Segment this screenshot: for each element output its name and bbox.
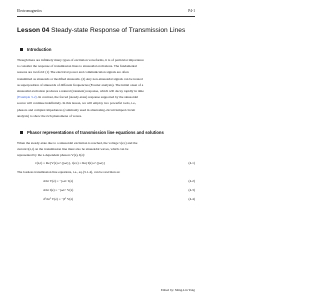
equation-4-4	[17, 197, 195, 203]
equation-4-1	[17, 161, 195, 167]
equation-number: (4.1)	[188, 161, 195, 165]
equation-expression: v(z,t) = Re{V(z) e^{jωt}}, i(z,t) = Re{I(z) e^{jωt}}	[35, 161, 106, 165]
intro-paragraph	[17, 57, 195, 119]
section-heading-introduction	[20, 47, 51, 52]
phasor-paragraph	[17, 140, 195, 159]
header-rule	[17, 16, 195, 17]
text-line: sinusoidal excitation produces a natural (transient) response, which will decay rapidly in time	[17, 89, 144, 94]
text-line: The lossless transmission line equations, i.e., eq.(3.1-4), can be rewritten as:	[17, 170, 121, 174]
text-line: phasors and complex impedances (commonly used in alternating-circuit lumped circuit	[17, 107, 136, 112]
text-line: to consider the response of transmission lines to sinusoidal excitations. The fundamental	[17, 64, 137, 69]
equation-number: (4.3)	[188, 188, 195, 192]
equation-4-2	[17, 179, 195, 185]
lossless-paragraph	[17, 169, 195, 175]
section-title: Phasor representations of transmission line equations and solutions	[27, 130, 164, 135]
text-line: transmitted as sinusoids or modified sinusoids. (2) Any non-sinusoidal signals can be treated	[17, 76, 143, 81]
text-line: current i(z,t) on the transmission line must also be sinusoidal waves, which can be	[17, 147, 129, 152]
text-line: reasons are twofold: (1) The electrical power and communication signals are often	[17, 70, 129, 75]
text-line: analysis) to show the rich phenomena of waves.	[17, 113, 82, 118]
header-page-number: P4-1	[188, 9, 195, 13]
square-bullet-icon	[20, 48, 23, 51]
equation-number: (4.2)	[188, 179, 195, 183]
text-line: represented by the z-dependent phasors V(z), I(z):	[17, 153, 86, 158]
text-line: When the steady-state due to a sinusoidal excitation is reached, the voltage v(z,t) and the	[17, 141, 138, 145]
section-heading-phasor	[20, 130, 164, 135]
lesson-number: Lesson 04	[17, 27, 50, 34]
text-fragment: . In contrast, the forced (steady-state) response supported by the sinusoidal	[36, 95, 139, 100]
example-link[interactable]: (Example 3-2)	[17, 95, 37, 100]
section-title: Introduction	[27, 47, 52, 52]
page-footer: Edited by: Shing-Lin Yang	[160, 288, 195, 292]
text-line: Though there are infinitely many types of excitation waveforms, it is of particular importance	[17, 58, 144, 62]
lesson-title	[17, 27, 185, 34]
header-course: Electromagnetics	[17, 9, 42, 13]
equation-expression: d²/dz² V(z) = −β² V(z)	[43, 197, 74, 201]
equation-expression: d/dz V(z) = −jωL′ I(z)	[43, 179, 74, 183]
square-bullet-icon	[20, 131, 23, 134]
equation-expression: d/dz I(z) = −jωC′ V(z)	[43, 188, 74, 192]
equation-number: (4.4)	[188, 197, 195, 201]
text-line: as superposition of sinusoids of different frequencies (Fourier analysis). The initial onset of a	[17, 82, 144, 87]
text-line: source will continue indefinitely. In this lesson, we will employ two powerful tools, i.e.,	[17, 101, 137, 106]
equation-4-3	[17, 188, 195, 194]
lesson-title-text: Steady-state Response of Transmission Lines	[51, 27, 186, 34]
